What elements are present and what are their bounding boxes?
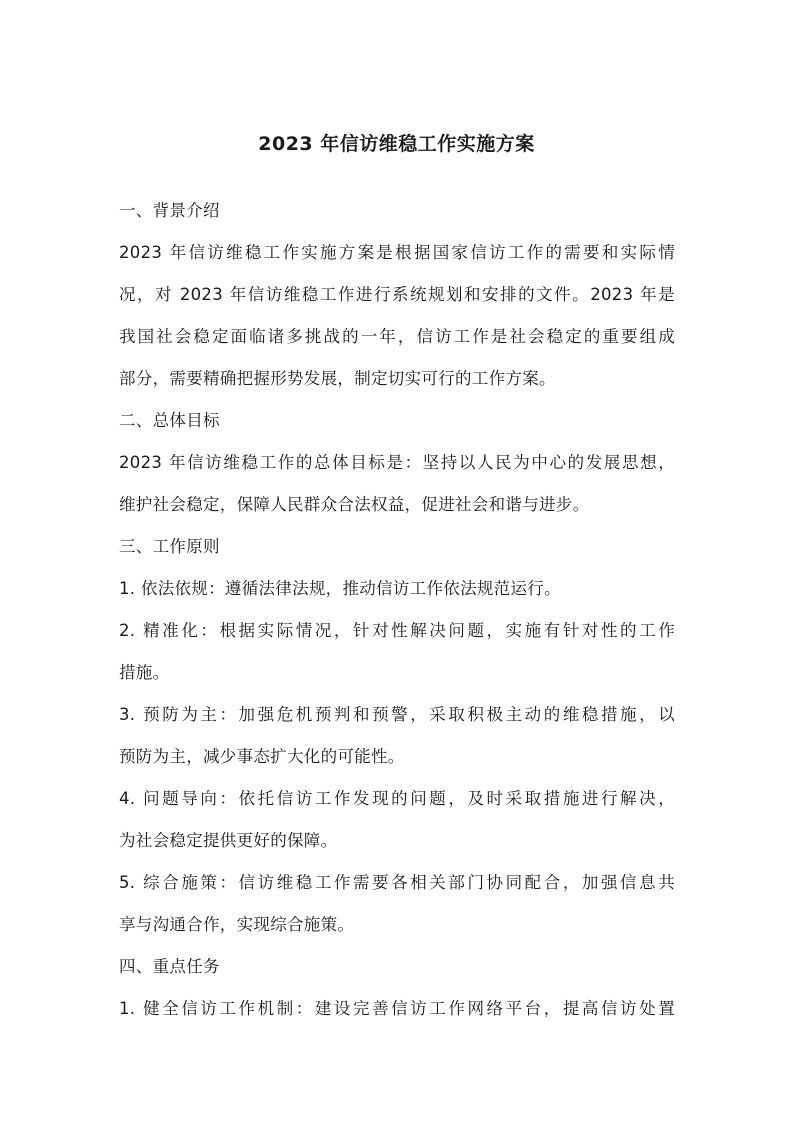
paragraph-line: 2023 年信访维稳工作的总体目标是：坚持以人民为中心的发展思想， bbox=[119, 453, 675, 472]
section-heading-principles: 三、工作原则 bbox=[119, 537, 220, 556]
paragraph-line: 部分，需要精确把握形势发展，制定切实可行的工作方案。 bbox=[119, 369, 556, 388]
list-item-line: 3. 预防为主：加强危机预判和预警，采取积极主动的维稳措施，以 bbox=[119, 705, 675, 724]
list-item-line: 为社会稳定提供更好的保障。 bbox=[119, 831, 338, 850]
list-item-line: 4. 问题导向：依托信访工作发现的问题，及时采取措施进行解决， bbox=[119, 789, 675, 808]
section-heading-key-tasks: 四、重点任务 bbox=[119, 957, 220, 976]
list-item-line: 享与沟通合作，实现综合施策。 bbox=[119, 915, 355, 934]
paragraph-line: 我国社会稳定面临诸多挑战的一年，信访工作是社会稳定的重要组成 bbox=[119, 327, 675, 346]
paragraph-line: 维护社会稳定，保障人民群众合法权益，促进社会和谐与进步。 bbox=[119, 495, 590, 514]
paragraph-line: 2023 年信访维稳工作实施方案是根据国家信访工作的需要和实际情 bbox=[119, 243, 675, 262]
list-item-line: 2. 精准化：根据实际情况，针对性解决问题，实施有针对性的工作 bbox=[119, 621, 675, 640]
list-item-line: 5. 综合施策：信访维稳工作需要各相关部门协同配合，加强信息共 bbox=[119, 873, 675, 892]
section-heading-background: 一、背景介绍 bbox=[119, 201, 220, 220]
document-body bbox=[119, 196, 675, 1036]
list-item-line: 措施。 bbox=[119, 663, 170, 682]
section-heading-goals: 二、总体目标 bbox=[119, 411, 220, 430]
list-item-line: 1. 健全信访工作机制：建设完善信访工作网络平台，提高信访处置 bbox=[119, 999, 675, 1018]
list-item-line: 1. 依法依规：遵循法律法规，推动信访工作依法规范运行。 bbox=[119, 579, 561, 598]
list-item-line: 预防为主，减少事态扩大化的可能性。 bbox=[119, 747, 405, 766]
page-title: 2023 年信访维稳工作实施方案 bbox=[258, 133, 535, 155]
paragraph-line: 况，对 2023 年信访维稳工作进行系统规划和安排的文件。2023 年是 bbox=[119, 285, 675, 304]
